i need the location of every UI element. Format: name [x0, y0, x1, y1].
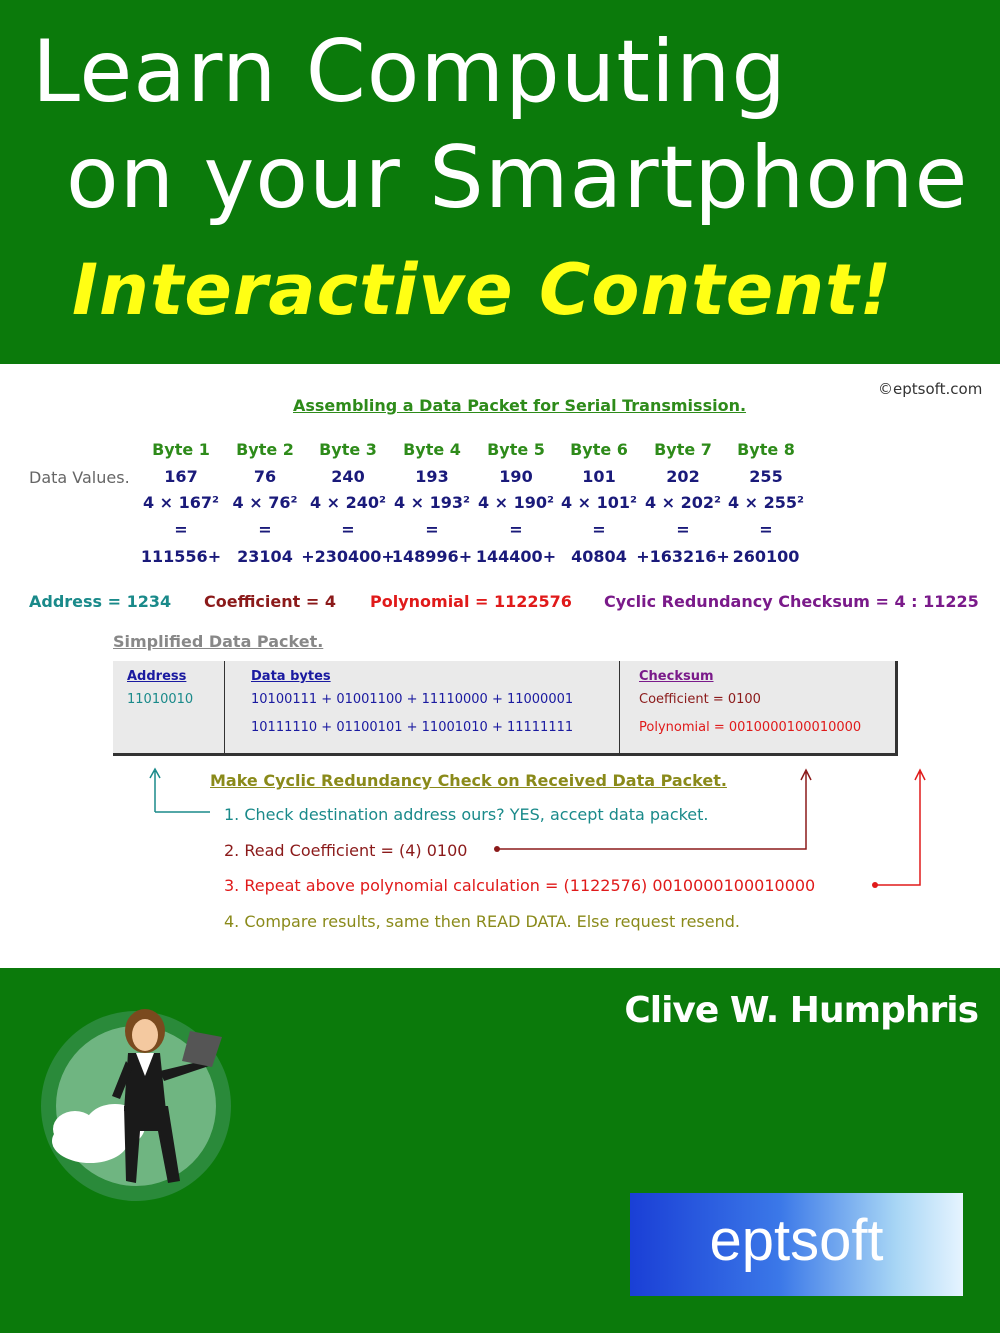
byte-product: 23104	[237, 547, 293, 566]
byte-square: 4 × 255²	[727, 493, 805, 512]
byte-square: 4 × 202²	[644, 493, 722, 512]
byte-square: 4 × 76²	[232, 493, 298, 512]
byte-square: 4 × 193²	[393, 493, 471, 512]
step-2: 2. Read Coefficient = (4) 0100	[224, 841, 468, 860]
packet-checksum-coefficient: Coefficient = 0100	[639, 692, 761, 707]
byte-equals: =	[258, 520, 272, 539]
byte-square: 4 × 167²	[142, 493, 220, 512]
byte-square: 4 × 190²	[477, 493, 555, 512]
step-3: 3. Repeat above polynomial calculation = (1122576) 0010000100010000	[224, 876, 816, 895]
byte-header: Byte 6	[570, 440, 628, 459]
byte-square: 4 × 240²	[309, 493, 387, 512]
packet-data-line-1: 10100111 + 01001100 + 11110000 + 11000001	[251, 692, 574, 707]
byte-header: Byte 3	[319, 440, 377, 459]
woman-on-cloud-illustration	[40, 1001, 240, 1201]
address-arrow	[150, 769, 160, 812]
byte-product: +163216+	[636, 547, 730, 566]
step-4: 4. Compare results, same then READ DATA. Else request resend.	[224, 912, 740, 931]
coefficient-summary: Coefficient = 4	[204, 592, 336, 611]
byte-value: 167	[164, 467, 198, 486]
byte-value: 76	[253, 467, 277, 486]
byte-product: 144400+	[475, 547, 557, 566]
byte-value: 255	[749, 467, 783, 486]
byte-product: +230400+	[301, 547, 395, 566]
byte-product: 40804	[571, 547, 627, 566]
byte-product: 260100	[732, 547, 800, 566]
byte-value: 193	[415, 467, 449, 486]
byte-product: 148996+	[391, 547, 473, 566]
packet-address-value: 11010010	[127, 692, 194, 707]
byte-header: Byte 7	[654, 440, 712, 459]
packet-checksum-header: Checksum	[639, 669, 714, 684]
byte-equals: =	[174, 520, 188, 539]
byte-value: 202	[666, 467, 700, 486]
byte-equals: =	[676, 520, 690, 539]
diagram-title: Assembling a Data Packet for Serial Transmission.	[293, 396, 747, 415]
byte-square: 4 × 101²	[560, 493, 638, 512]
diagram-panel	[0, 364, 1000, 968]
packet-checksum-polynomial: Polynomial = 0010000100010000	[639, 720, 862, 735]
polynomial-arrow	[873, 770, 925, 885]
byte-equals: =	[341, 520, 355, 539]
author-name: Clive W. Humphris	[624, 990, 978, 1031]
byte-equals: =	[509, 520, 523, 539]
byte-equals: =	[425, 520, 439, 539]
data-values-label: Data Values.	[29, 468, 130, 487]
byte-value: 240	[331, 467, 365, 486]
byte-value: 190	[499, 467, 533, 486]
byte-equals: =	[592, 520, 606, 539]
byte-product: 111556+	[140, 547, 222, 566]
packet-address-header: Address	[127, 669, 187, 684]
address-summary: Address = 1234	[29, 592, 172, 611]
polynomial-summary: Polynomial = 1122576	[370, 592, 572, 611]
packet-data-line-2: 10111110 + 01100101 + 11001010 + 11111111	[251, 720, 574, 735]
step-1: 1. Check destination address ours? YES, accept data packet.	[224, 805, 709, 824]
crc-summary: Cyclic Redundancy Checksum = 4 : 11225	[604, 592, 979, 611]
logo-text: eptsoft	[709, 1208, 884, 1273]
check-title: Make Cyclic Redundancy Check on Received Data Packet.	[210, 771, 727, 790]
byte-equals: =	[759, 520, 773, 539]
title-line-2: on your Smartphone	[66, 128, 969, 228]
eptsoft-logo	[630, 1193, 963, 1296]
footer-banner	[0, 968, 1000, 1333]
byte-header: Byte 5	[487, 440, 545, 459]
byte-header: Byte 4	[403, 440, 461, 459]
packet-data-header: Data bytes	[251, 669, 331, 684]
byte-header: Byte 1	[152, 440, 210, 459]
packet-title: Simplified Data Packet.	[113, 632, 324, 651]
byte-header: Byte 8	[737, 440, 795, 459]
subtitle: Interactive Content!	[72, 249, 893, 331]
title-banner	[0, 0, 1000, 364]
byte-header: Byte 2	[236, 440, 294, 459]
title-line-1: Learn Computing	[32, 22, 787, 122]
copyright: ©eptsoft.com	[878, 380, 983, 398]
byte-value: 101	[582, 467, 616, 486]
